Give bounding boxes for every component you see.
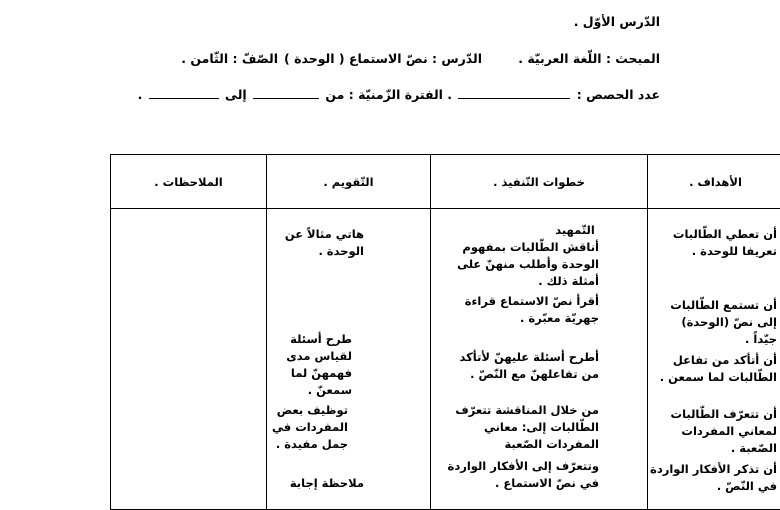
step-item: وتتعرّف إلى الأفكار الواردة في نصّ الاستماع . xyxy=(434,458,599,492)
lesson-plan-table xyxy=(110,154,780,510)
lesson-label: الدّرس : نصّ الاستماع ( الوحدة ) xyxy=(284,51,482,66)
steps-cell xyxy=(431,209,648,510)
objectives-cell xyxy=(648,209,780,510)
objective-item: أن تذكر الأفكار الواردة في النّصّ . xyxy=(647,461,777,495)
evaluation-header: التّقويم . xyxy=(267,155,431,209)
notes-header: الملاحظات . xyxy=(111,155,267,209)
objective-item: أن تعطي الطّالبات تعريفا للوحدة . xyxy=(667,226,777,260)
to-blank[interactable] xyxy=(149,88,219,99)
notes-cell xyxy=(111,209,267,510)
step-item: أطرح أسئلة عليهنّ لأتأكد من تفاعلهنّ مع النّصّ . xyxy=(439,349,599,383)
evaluation-item: ملاحظة إجابة xyxy=(269,475,364,492)
objectives-header: الأهداف . xyxy=(648,155,780,209)
grade-label: الصّفّ : الثّامن . xyxy=(181,51,278,66)
periods-label: عدد الحصص : xyxy=(577,87,660,102)
from-blank[interactable] xyxy=(253,88,319,99)
table-row xyxy=(111,209,780,510)
step-item: من خلال المناقشة تتعرّف الطّالبات إلى: معاني المفردات الصّعبة xyxy=(434,402,599,453)
steps-header: خطوات التّنفيذ . xyxy=(431,155,648,209)
step-item: التّمهيد xyxy=(545,222,605,239)
end-mark: . xyxy=(138,87,143,102)
step-item: أناقش الطّالبات بمفهوم الوحدة وأطلب منهنّ على أمثلة ذلك . xyxy=(439,239,599,290)
evaluation-item: هاتي مثالاً عن الوحدة . xyxy=(274,226,364,260)
lesson-title: الدّرس الأوّل . xyxy=(574,14,660,29)
subject-label: المبحث : اللّغة العربيّة . xyxy=(518,51,660,66)
table-header-row xyxy=(111,155,780,209)
evaluation-item: توظيف بعض المفردات في جمل مفيدة . xyxy=(268,402,348,453)
objective-item: أن أتأكد من تفاعل الطّالبات لما سمعن . xyxy=(647,352,777,386)
objective-item: أن تستمع الطّالبات إلى نصّ (الوحدة) جيّداً . xyxy=(665,297,777,348)
objective-item: أن تتعرّف الطّالبات لمعاني المفردات الصّعبة . xyxy=(647,406,777,457)
evaluation-cell xyxy=(267,209,431,510)
period-range-label: . الفترة الزّمنيّة : من xyxy=(325,87,452,102)
to-label: إلى xyxy=(225,87,247,102)
step-item: أقرأ نصّ الاستماع قراءة جهريّة معبّرة . xyxy=(439,293,599,327)
periods-blank[interactable] xyxy=(458,88,570,99)
periods-row xyxy=(138,87,660,102)
evaluation-item: طرح أسئلة لقياس مدى فهمهنّ لما سمعنّ . xyxy=(272,331,352,399)
